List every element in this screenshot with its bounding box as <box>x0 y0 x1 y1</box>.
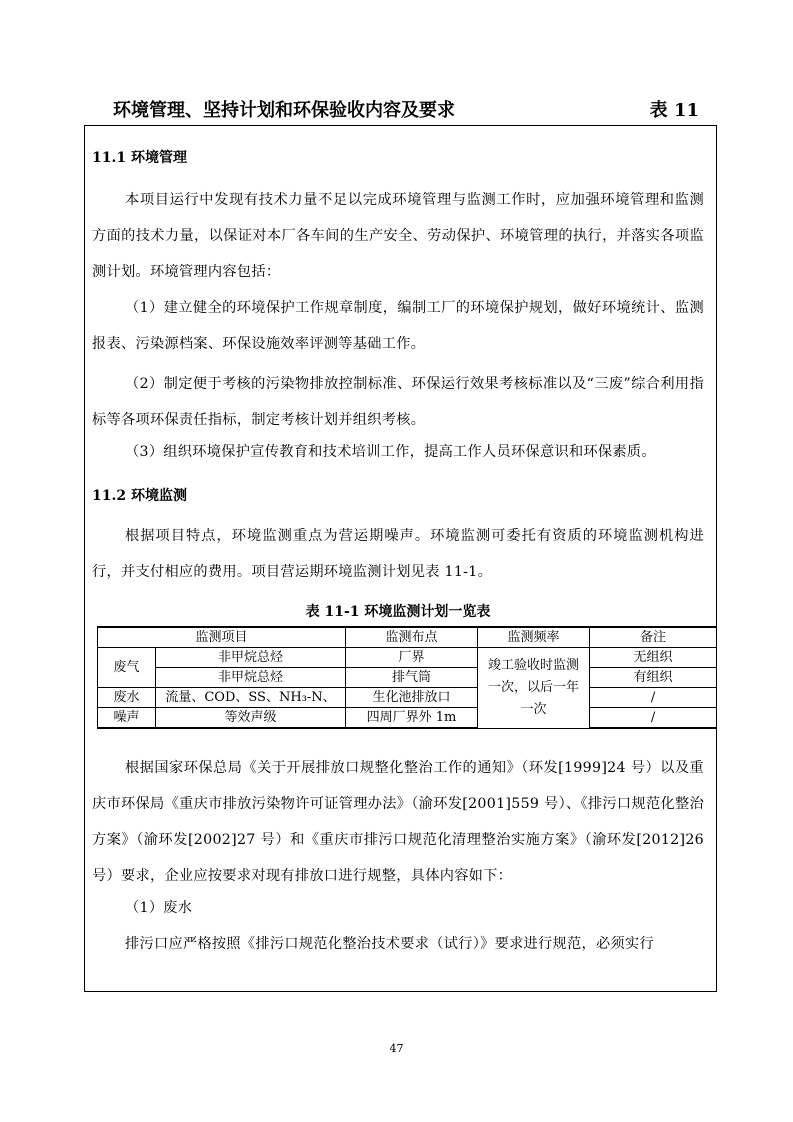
page-number: 47 <box>389 1042 404 1055</box>
point-cell: 四周厂界外 1m <box>346 708 478 729</box>
point-cell: 厂界 <box>346 648 478 668</box>
monitoring-table <box>97 626 717 729</box>
paragraph-regulations: 根据国家环保总局《关于开展排放口规整化整治工作的通知》（环发[1999]24 号）以及重庆市环保局《重庆市排放污染物许可证管理办法》（渝环发[2001]559 号）、《排污口规范化整治方案》（渝环发[2002]27 号）和《重庆市排污口规范化清理整治实施方案》（渝环发[2012]26 号）要求，企业应按要求对现有排放口进行规整，具体内容如下： <box>92 760 704 884</box>
header-point: 监测布点 <box>346 627 478 648</box>
item-cell: 等效声级 <box>156 708 346 729</box>
category-cell: 废气 <box>98 648 156 688</box>
item-cell: 非甲烷总烃 <box>156 668 346 688</box>
item-cell: 非甲烷总烃 <box>156 648 346 668</box>
table-row <box>98 648 717 668</box>
table-header-row <box>98 627 717 648</box>
list-item-2: （2）制定便于考核的污染物排放控制标准、环保运行效果考核标准以及“三废”综合利用指标等各项环保责任指标，制定考核计划并组织考核。 <box>92 376 704 428</box>
point-cell: 排气筒 <box>346 668 478 688</box>
list-item-1: （1）建立健全的环境保护工作规章制度，编制工厂的环境保护规划，做好环境统计、监测报表、污染源档案、环保设施效率评测等基础工作。 <box>92 300 704 352</box>
note-cell: / <box>590 708 717 729</box>
paragraph-wastewater: 排污口应严格按照《排污口规范化整治技术要求（试行）》要求进行规范，必须实行 <box>125 936 654 952</box>
note-cell: / <box>590 688 717 708</box>
note-cell: 有组织 <box>590 668 717 688</box>
table-row <box>98 708 717 729</box>
page-header <box>113 96 699 126</box>
point-cell: 生化池排放口 <box>346 688 478 708</box>
subheading-wastewater: （1）废水 <box>125 900 193 916</box>
table-row <box>98 688 717 708</box>
list-item-3: （3）组织环境保护宣传教育和技术培训工作，提高工作人员环保意识和环保素质。 <box>125 444 656 460</box>
paragraph-monitoring: 根据项目特点，环境监测重点为营运期噪声。环境监测可委托有资质的环境监测机构进行，并支付相应的费用。项目营运期环境监测计划见表 11-1。 <box>92 528 704 580</box>
section-title: 环境管理、坚持计划和环保验收内容及要求 <box>113 100 455 121</box>
table-caption: 表 11-1 环境监测计划一览表 <box>305 604 491 620</box>
heading-env-management: 11.1 环境管理 <box>92 150 187 166</box>
note-cell: 无组织 <box>590 648 717 668</box>
category-cell: 废水 <box>98 688 156 708</box>
frequency-cell: 竣工验收时监测一次，以后一年一次 <box>478 648 590 729</box>
table-row <box>98 668 717 688</box>
table-number: 表 11 <box>649 100 699 121</box>
paragraph-intro: 本项目运行中发现有技术力量不足以完成环境管理与监测工作时，应加强环境管理和监测方面的技术力量，以保证对本厂各车间的生产安全、劳动保护、环境管理的执行，并落实各项监测计划。环境管理内容包括： <box>92 192 704 280</box>
header-item: 监测项目 <box>98 627 346 648</box>
header-note: 备注 <box>590 627 717 648</box>
header-frequency: 监测频率 <box>478 627 590 648</box>
item-cell: 流量、COD、SS、NH₃-N、 <box>156 688 346 708</box>
heading-env-monitoring: 11.2 环境监测 <box>92 488 187 504</box>
category-cell: 噪声 <box>98 708 156 729</box>
